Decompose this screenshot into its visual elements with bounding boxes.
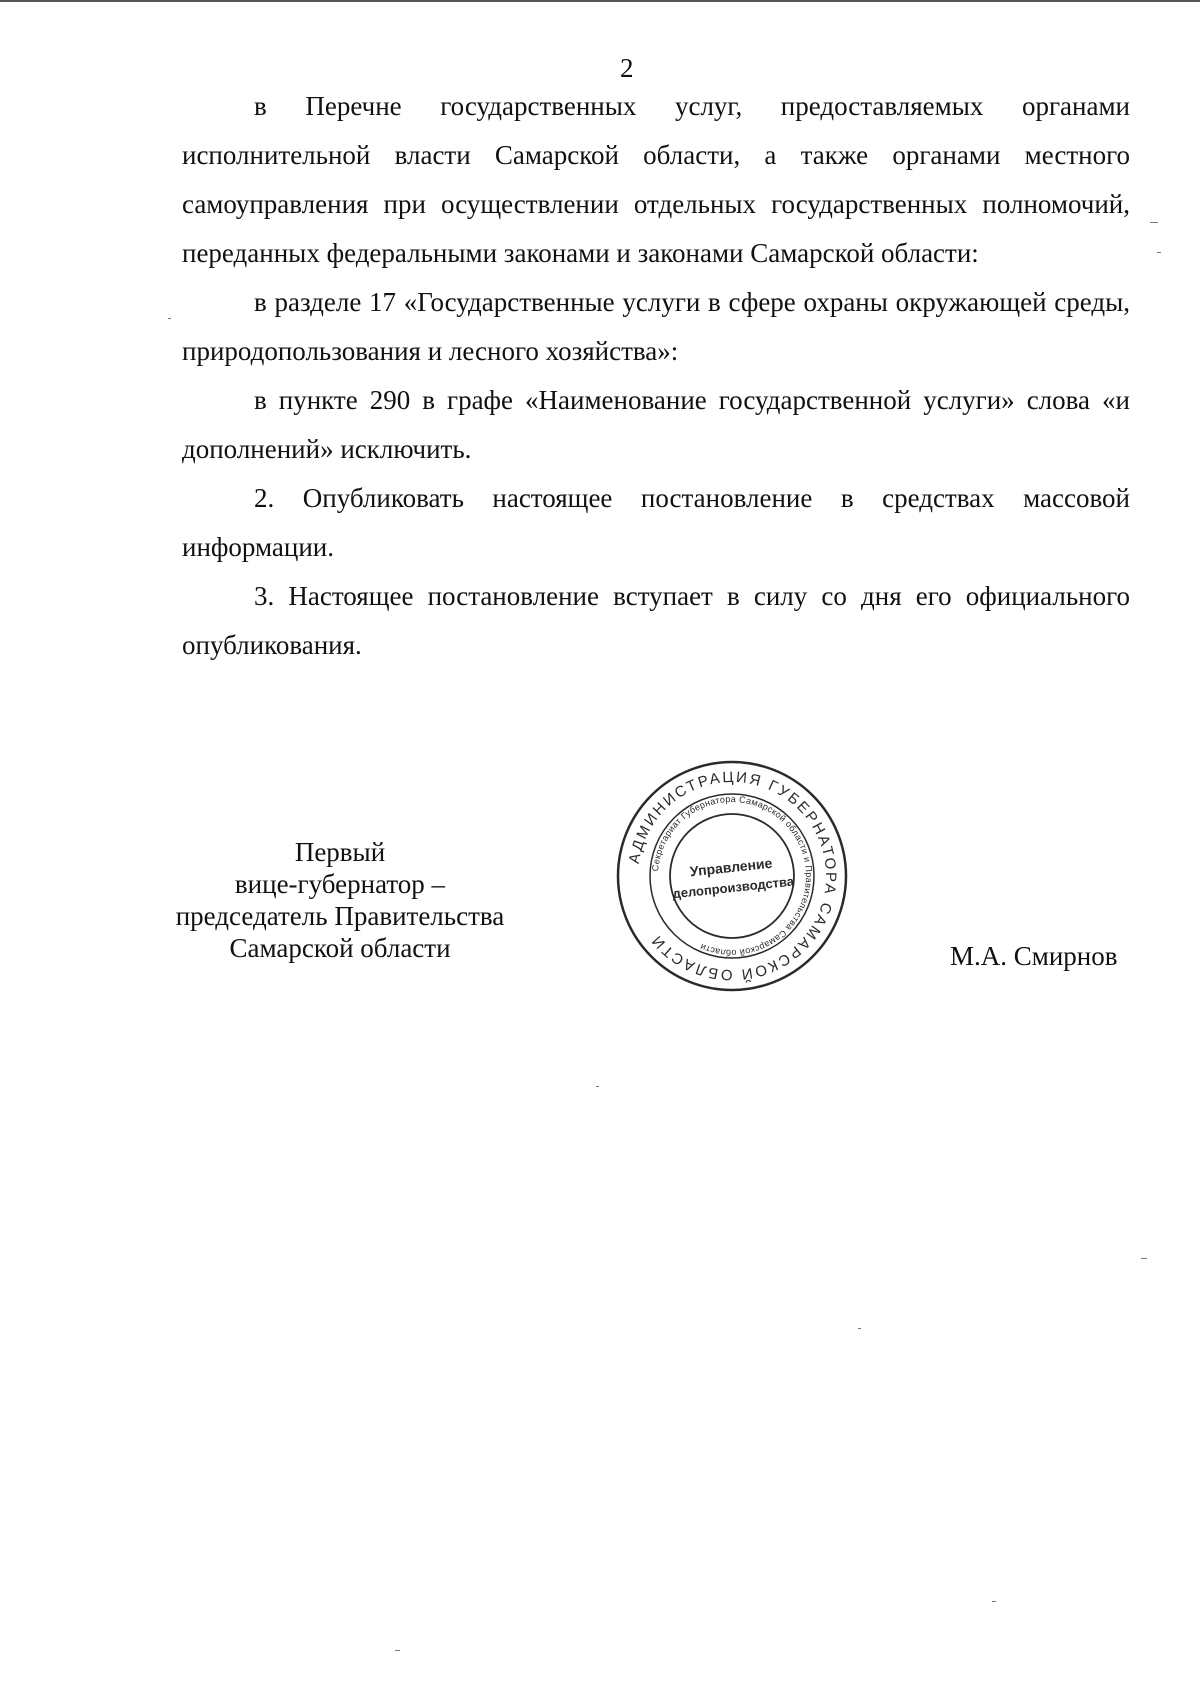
- official-seal: [612, 756, 852, 996]
- signer-name: М.А. Смирнов: [950, 941, 1118, 971]
- paragraph-list-amendment: в Перечне государственных услуг, предоставляемых органами исполнительной власти Самарской области, а также органами местного самоуправления при осуществлении отдельных государственных полномочий, переданных федеральными законами и законами Самарской области:: [182, 91, 1130, 268]
- signer-title: [150, 836, 530, 964]
- seal-inner-text: Секретариат Губернатора Самарской области и Правительства Самарской области: [650, 793, 815, 959]
- scan-speck: [1141, 1258, 1147, 1259]
- page-number: 2: [620, 53, 634, 83]
- paragraph-section-17: в разделе 17 «Государственные услуги в сфере охраны окружающей среды, природопользования и лесного хозяйства»:: [182, 287, 1130, 366]
- paragraph-item-290: в пункте 290 в графе «Наименование государственной услуги» слова «и дополнений» исключить.: [182, 385, 1130, 464]
- scan-speck: [858, 1328, 861, 1329]
- scan-top-border: [0, 0, 1200, 2]
- scan-speck: [992, 1601, 996, 1602]
- paragraph-publish: 2. Опубликовать настоящее постановление в средствах массовой информации.: [182, 483, 1130, 562]
- scan-speck: [596, 1086, 599, 1087]
- seal-center-line-1: Управление: [689, 854, 774, 880]
- scan-speck: [1150, 222, 1158, 223]
- signer-title-line: Первый: [294, 837, 386, 867]
- signer-title-line: председатель Правительства: [175, 901, 505, 931]
- seal-outer-text: АДМИНИСТРАЦИЯ ГУБЕРНАТОРА САМАРСКОЙ ОБЛАСТИ: [625, 768, 840, 984]
- scan-speck: [168, 318, 171, 319]
- document-body: [182, 82, 1130, 670]
- scan-speck: [395, 1650, 400, 1651]
- scan-speck: [1157, 252, 1161, 253]
- signer-title-line: Самарской области: [229, 933, 451, 963]
- seal-center-line-2: делопроизводства: [671, 873, 795, 902]
- seal-graphic: [612, 756, 852, 996]
- paragraph-effective: 3. Настоящее постановление вступает в силу со дня его официального опубликования.: [182, 581, 1130, 660]
- signer-title-line: вице-губернатор –: [234, 869, 446, 899]
